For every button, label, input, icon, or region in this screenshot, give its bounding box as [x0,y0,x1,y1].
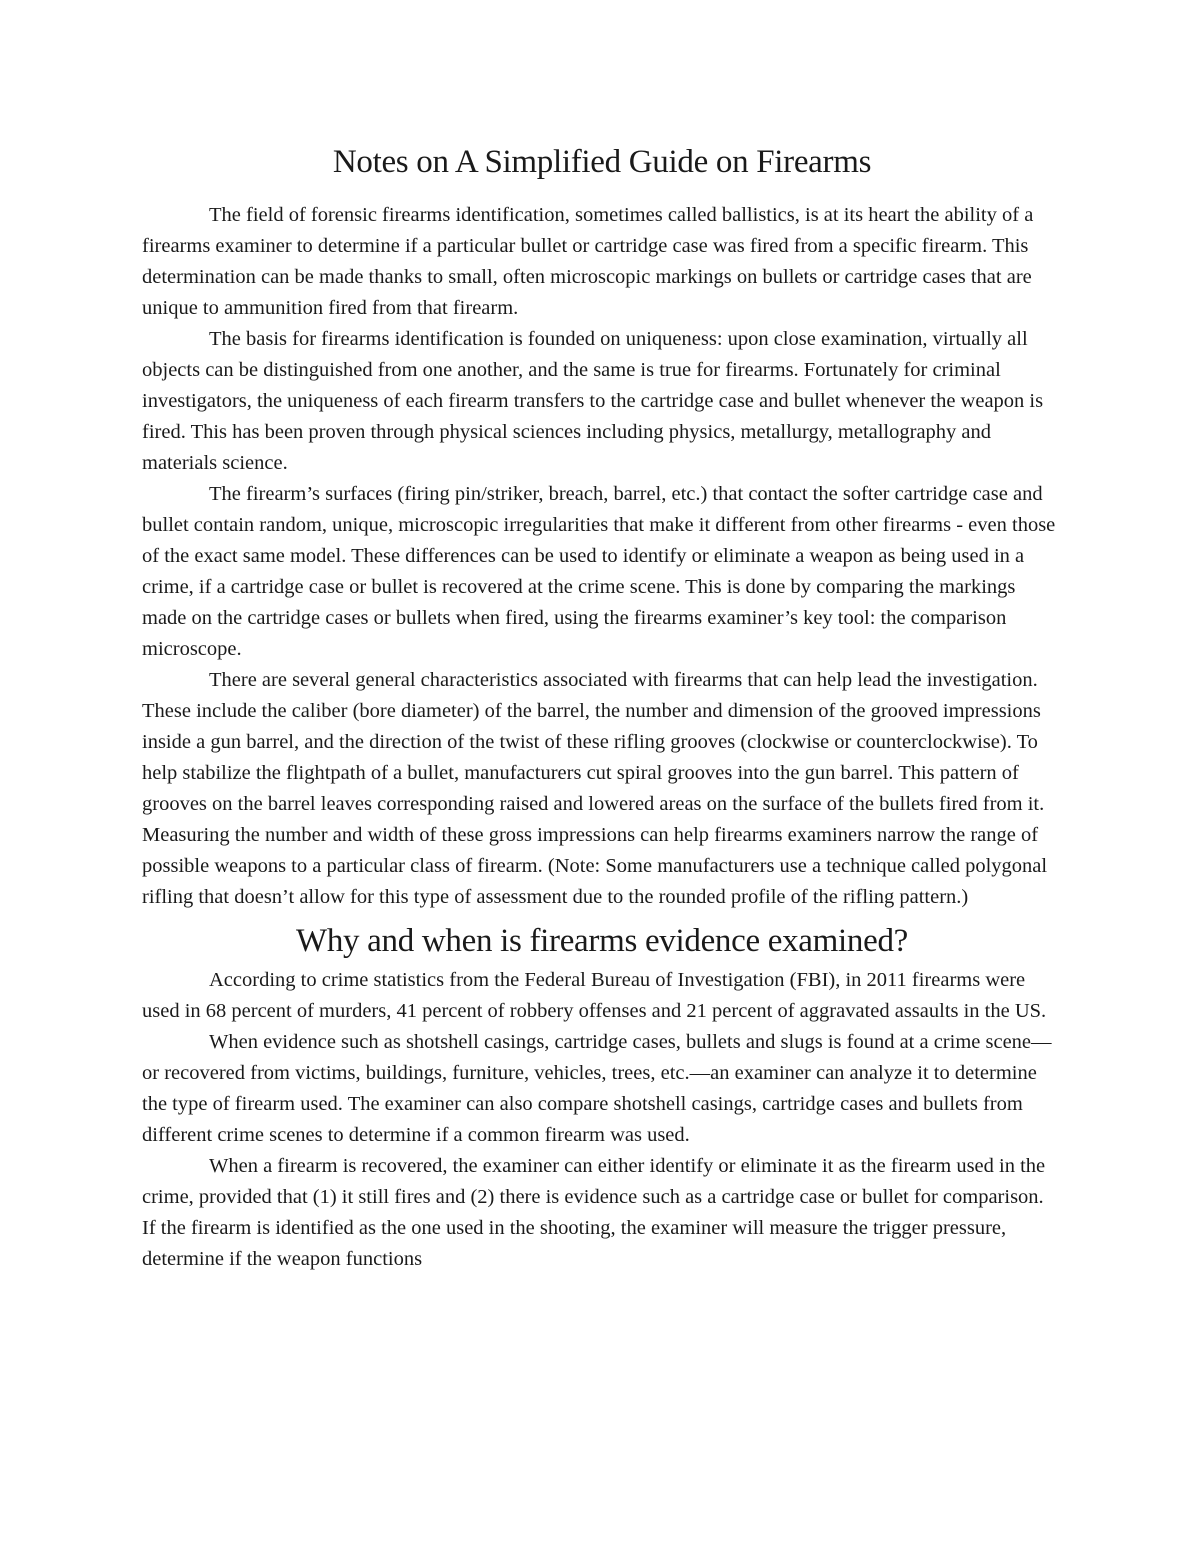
paragraph-surfaces: The firearm’s surfaces (firing pin/striker, breach, barrel, etc.) that contact the softer cartridge case and bullet contain random, unique, microscopic irregularities that make it different from other firearms - even those of the exact same model. These differences can be used to identify or eliminate a weapon as being used in a crime, if a cartridge case or bullet is recovered at the crime scene. This is done by comparing the markings made on the cartridge cases or bullets when fired, using the firearms examiner’s key tool: the comparison microscope. [142,483,1056,660]
document-body [142,140,1062,1275]
document-title: Notes on A Simplified Guide on Firearms [332,144,872,180]
paragraph-crime-statistics: According to crime statistics from the Federal Bureau of Investigation (FBI), in 2011 firearms were used in 68 percent of murders, 41 percent of robbery offenses and 21 percent of aggravated assaults in the US. [142,969,1047,1022]
paragraph-general-characteristics: There are several general characteristics associated with firearms that can help lead the investigation. These include the caliber (bore diameter) of the barrel, the number and dimension of the grooved impressions inside a gun barrel, and the direction of the twist of these rifling grooves (clockwise or counterclockwise). To help stabilize the flightpath of a bullet, manufacturers cut spiral grooves into the gun barrel. This pattern of grooves on the barrel leaves corresponding raised and lowered areas on the surface of the bullets fired from it. Measuring the number and width of these gross impressions can help firearms examiners narrow the range of possible weapons to a particular class of firearm. (Note: Some manufacturers use a technique called polygonal rifling that doesn’t allow for this type of assessment due to the rounded profile of the rifling pattern.) [142,669,1048,908]
paragraph-forensic-identification: The field of forensic firearms identification, sometimes called ballistics, is at its heart the ability of a firearms examiner to determine if a particular bullet or cartridge case was fired from a specific firearm. This determination can be made thanks to small, often microscopic markings on bullets or cartridge cases that are unique to ammunition fired from that firearm. [142,204,1034,319]
paragraph-evidence-found: When evidence such as shotshell casings, cartridge cases, bullets and slugs is found at a crime scene—or recovered from victims, buildings, furniture, vehicles, trees, etc.—an examiner can analyze it to determine the type of firearm used. The examiner can also compare shotshell casings, cartridge cases and bullets from different crime scenes to determine if a common firearm was used. [142,1031,1052,1146]
section-heading: Why and when is firearms evidence examined? [295,923,908,959]
paragraph-uniqueness: The basis for firearms identification is founded on uniqueness: upon close examination, virtually all objects can be distinguished from one another, and the same is true for firearms. Fortunately for criminal investigators, the uniqueness of each firearm transfers to the cartridge case and bullet whenever the weapon is fired. This has been proven through physical sciences including physics, metallurgy, metallography and materials science. [142,328,1044,474]
paragraph-firearm-recovered: When a firearm is recovered, the examiner can either identify or eliminate it as the firearm used in the crime, provided that (1) it still fires and (2) there is evidence such as a cartridge case or bullet for comparison. If the firearm is identified as the one used in the shooting, the examiner will measure the trigger pressure, determine if the weapon functions [142,1155,1046,1270]
